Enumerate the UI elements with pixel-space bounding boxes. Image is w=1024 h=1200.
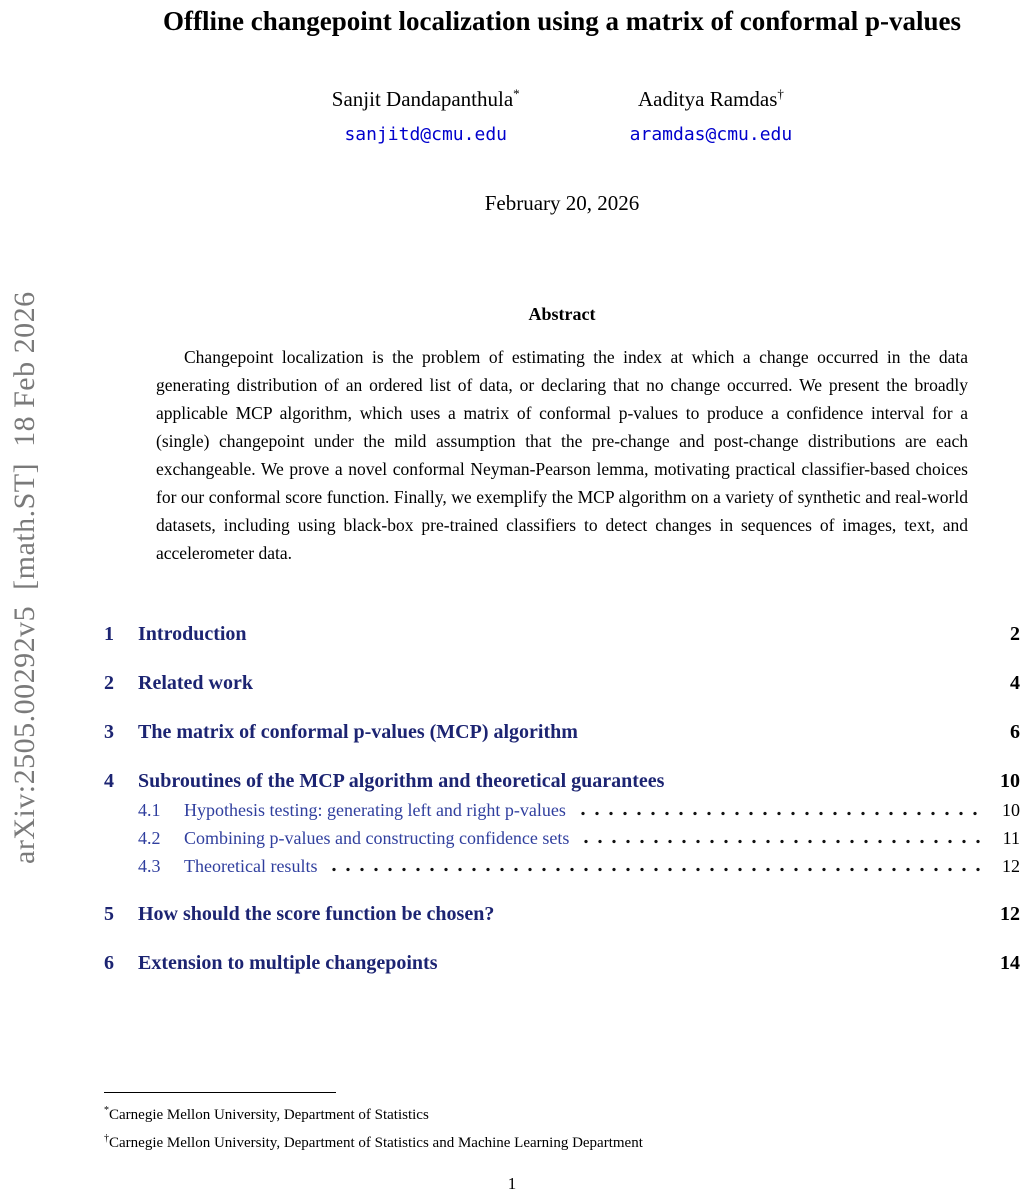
author-block bbox=[104, 86, 1020, 145]
author-1 bbox=[332, 86, 520, 145]
footnote-2-text: Carnegie Mellon University, Department of Statistics and Machine Learning Department bbox=[109, 1135, 643, 1151]
toc-section-number: 4 bbox=[104, 770, 114, 792]
toc-subsection-title: Hypothesis testing: generating left and right p-values bbox=[184, 800, 566, 820]
toc-section-number: 6 bbox=[104, 952, 114, 974]
toc-section-title: How should the score function be chosen? bbox=[138, 903, 495, 925]
toc-section-number: 3 bbox=[104, 721, 114, 743]
dot-leader bbox=[576, 811, 984, 816]
toc-section-title: Extension to multiple changepoints bbox=[138, 952, 438, 974]
footnote-1-text: Carnegie Mellon University, Department of Statistics bbox=[109, 1107, 429, 1123]
toc-subsection-number: 4.2 bbox=[138, 828, 161, 848]
author-2-footnote-marker: † bbox=[777, 86, 784, 101]
toc-section-page: 12 bbox=[1000, 903, 1020, 925]
abstract-heading: Abstract bbox=[528, 304, 596, 324]
toc-section-subroutines[interactable] bbox=[104, 770, 1020, 793]
toc-section-page: 4 bbox=[1010, 672, 1020, 694]
author-2 bbox=[630, 86, 793, 145]
toc-section-page: 6 bbox=[1010, 721, 1020, 743]
author-2-name-text: Aaditya Ramdas bbox=[637, 87, 778, 111]
toc-section-multiple-changepoints[interactable] bbox=[104, 952, 1020, 975]
toc-subsection-page: 10 bbox=[1002, 800, 1020, 820]
toc-subsection-page: 11 bbox=[1002, 828, 1020, 848]
author-2-name bbox=[630, 86, 793, 112]
footnote-rule bbox=[104, 1092, 336, 1093]
author-1-name-text: Sanjit Dandapanthula bbox=[331, 87, 514, 111]
footnote-2 bbox=[104, 1127, 1020, 1155]
author-2-email-link[interactable]: aramdas@cmu.edu bbox=[629, 124, 793, 145]
toc-section-title: The matrix of conformal p-values (MCP) algorithm bbox=[138, 721, 578, 743]
footnote-1 bbox=[104, 1099, 1020, 1127]
paper-title: Offline changepoint localization using a matrix of conformal p-values bbox=[163, 6, 961, 36]
footnote-block bbox=[104, 1092, 1020, 1155]
toc-section-number: 5 bbox=[104, 903, 114, 925]
paper-page bbox=[104, 0, 1020, 975]
toc-section-mcp-algorithm[interactable] bbox=[104, 721, 1020, 744]
footnote-2-marker: † bbox=[104, 1133, 109, 1144]
toc-section-page: 2 bbox=[1010, 623, 1020, 645]
author-1-email-link[interactable]: sanjitd@cmu.edu bbox=[344, 124, 507, 145]
author-1-name bbox=[332, 86, 520, 112]
toc-section-title: Introduction bbox=[138, 623, 247, 645]
dot-leader bbox=[327, 867, 984, 872]
toc-section-page: 14 bbox=[1000, 952, 1020, 974]
dot-leader bbox=[579, 839, 984, 844]
footnote-1-marker: * bbox=[104, 1105, 109, 1116]
toc-section-related-work[interactable] bbox=[104, 672, 1020, 695]
toc-subsection-combining-pvalues[interactable] bbox=[138, 828, 1020, 849]
toc-subsection-theoretical-results[interactable] bbox=[138, 856, 1020, 877]
page-number: 1 bbox=[507, 1174, 517, 1193]
toc-section-page: 10 bbox=[1000, 770, 1020, 792]
toc-subsection-number: 4.1 bbox=[138, 800, 161, 820]
toc-section-title: Subroutines of the MCP algorithm and theoretical guarantees bbox=[138, 770, 665, 792]
arxiv-watermark: arXiv:2505.00292v5 [math.ST] 18 Feb 2026 bbox=[8, 291, 41, 864]
toc-subsection-page: 12 bbox=[1002, 856, 1020, 876]
toc-section-number: 2 bbox=[104, 672, 114, 694]
toc-section-number: 1 bbox=[104, 623, 114, 645]
author-1-footnote-marker: * bbox=[513, 86, 520, 101]
toc-section-title: Related work bbox=[138, 672, 253, 694]
toc-subsection-title: Combining p-values and constructing confidence sets bbox=[184, 828, 570, 848]
abstract-text: Changepoint localization is the problem of estimating the index at which a change occurred in the data generating distribution of an ordered list of data, or declaring that no change occurred. We present the broadly applicable MCP algorithm, which uses a matrix of conformal p-values to produce a confidence interval for a (single) changepoint under the mild assumption that the pre-change and post-change distributions are each exchangeable. We prove a novel conformal Neyman-Pearson lemma, motivating practical classifier-based choices for our conformal score function. Finally, we exemplify the MCP algorithm on a variety of synthetic and real-world datasets, including using black-box pre-trained classifiers to detect changes in sequences of images, text, and accelerometer data. bbox=[156, 347, 968, 563]
toc-section-introduction[interactable] bbox=[104, 623, 1020, 646]
table-of-contents bbox=[104, 623, 1020, 975]
toc-subsection-number: 4.3 bbox=[138, 856, 161, 876]
toc-subsection-hypothesis-testing[interactable] bbox=[138, 800, 1020, 821]
toc-section-score-function[interactable] bbox=[104, 903, 1020, 926]
paper-date: February 20, 2026 bbox=[484, 191, 640, 215]
toc-subsection-title: Theoretical results bbox=[184, 856, 318, 876]
